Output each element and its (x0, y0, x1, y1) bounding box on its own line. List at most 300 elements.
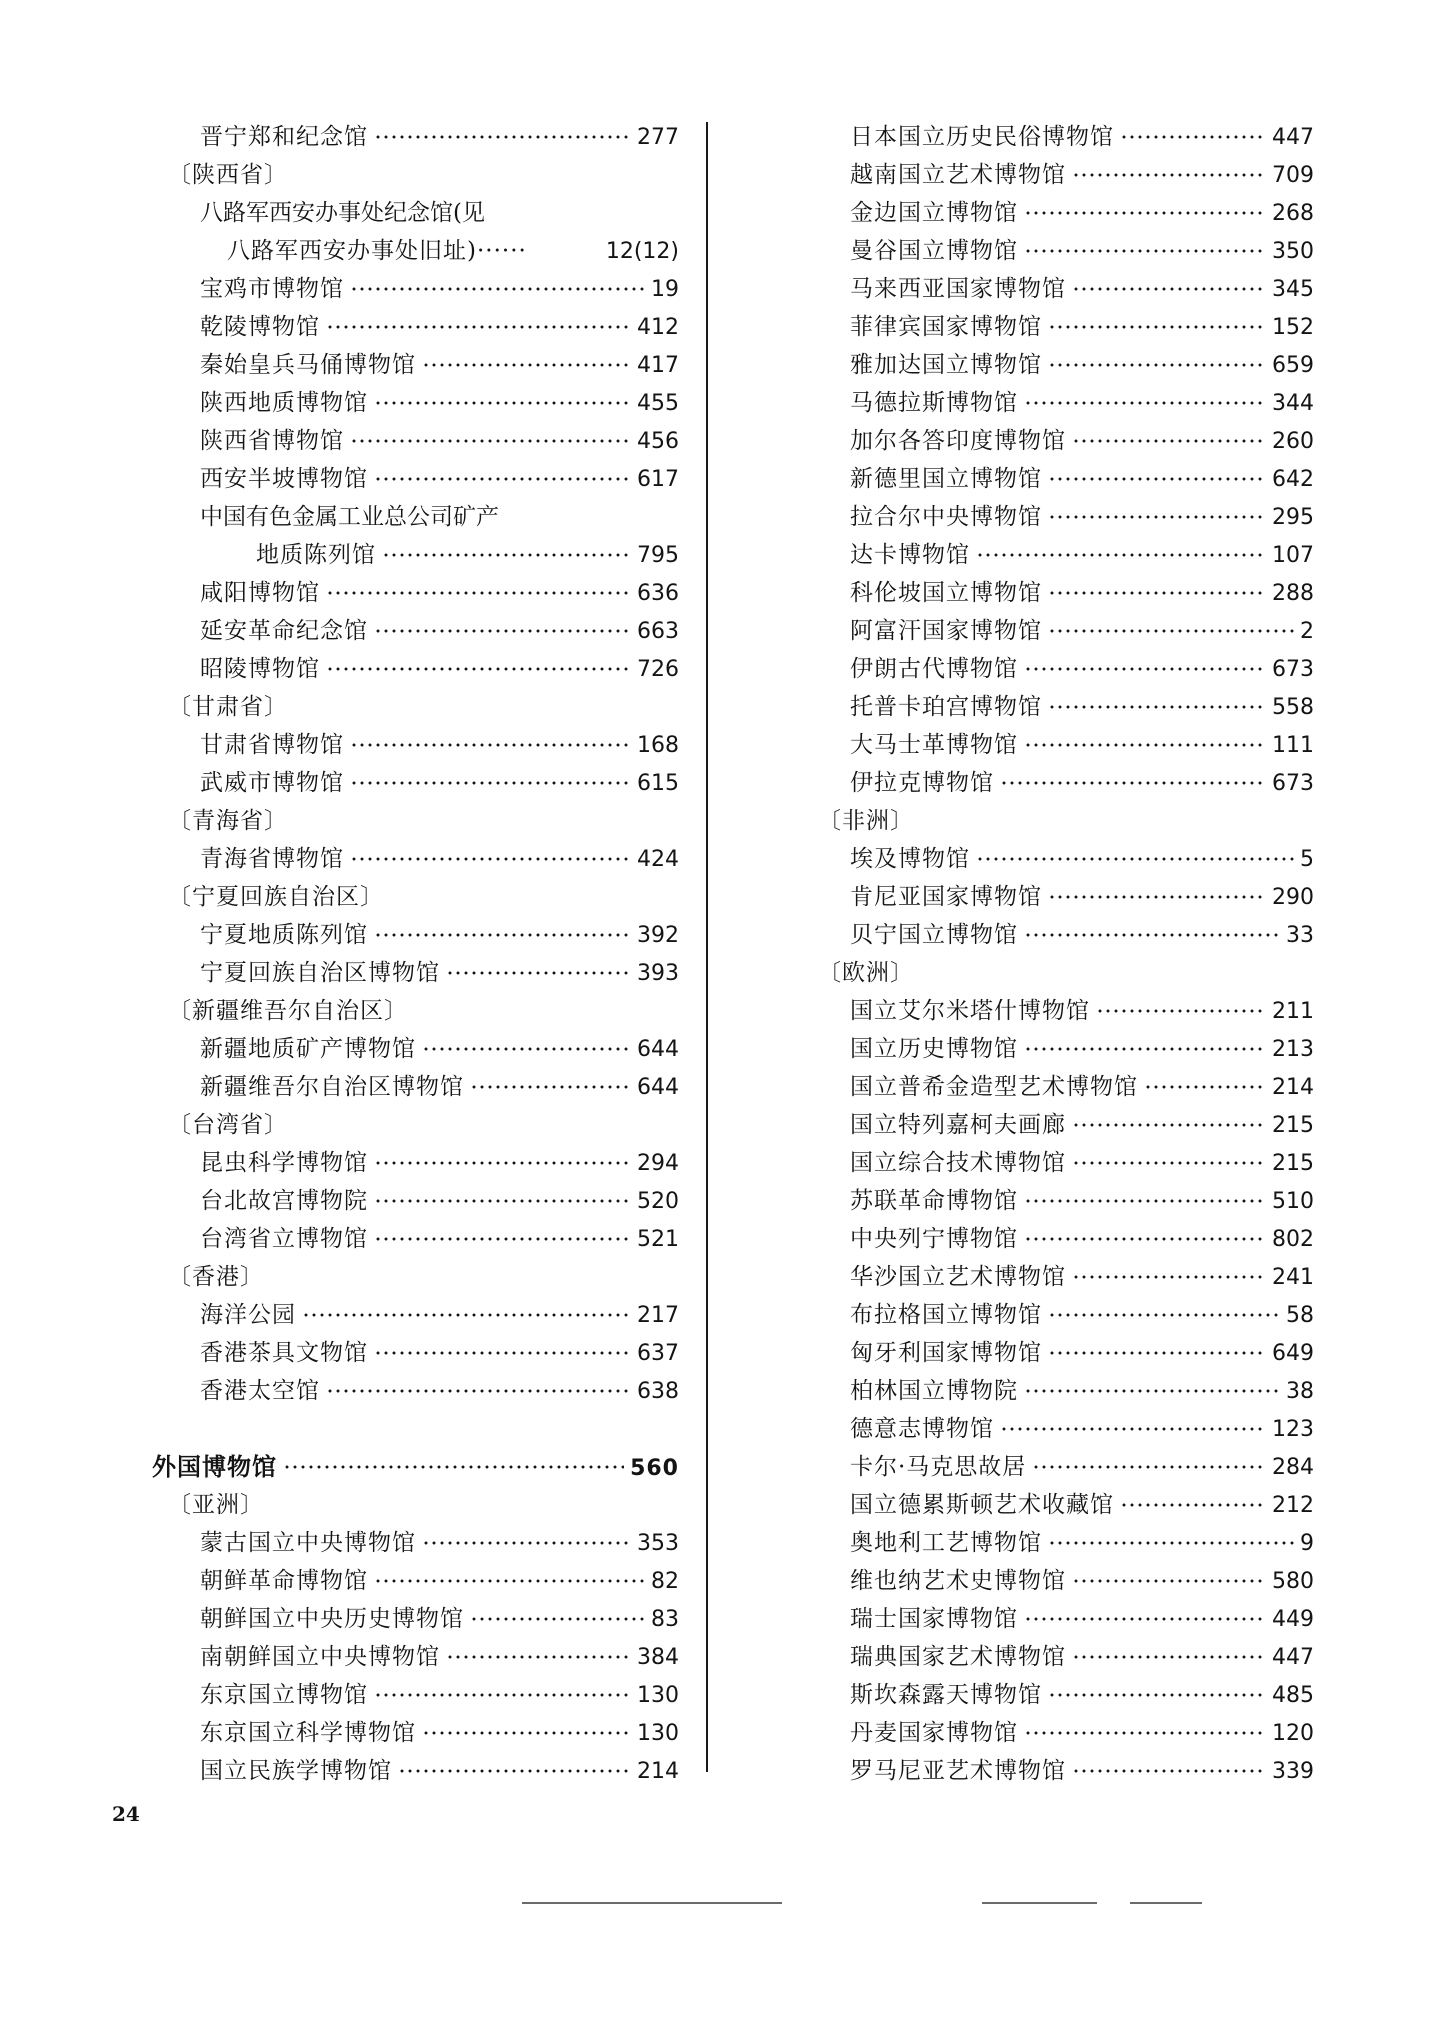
entry-name: 越南国立艺术博物馆 (850, 162, 1066, 188)
entry-page-number: 290 (1272, 885, 1314, 910)
region-heading: 〔台湾省〕 (168, 1112, 288, 1138)
dot-leader (374, 475, 631, 483)
index-entry (802, 726, 1314, 764)
dot-leader (398, 1767, 631, 1775)
entry-name: 宝鸡市博物馆 (200, 276, 344, 302)
index-entry (802, 1182, 1314, 1220)
entry-page-number: 636 (637, 581, 679, 606)
entry-name: 武威市博物馆 (200, 770, 344, 796)
index-entry (152, 1562, 679, 1600)
index-entry (152, 1144, 679, 1182)
dot-leader (1024, 1387, 1280, 1395)
entry-page-number: 130 (637, 1721, 679, 1746)
dot-leader (1072, 1121, 1266, 1129)
dot-leader (1024, 399, 1266, 407)
entry-page-number: 12(12) (605, 239, 679, 264)
dot-leader (1048, 627, 1294, 635)
entry-page-number: 9 (1300, 1531, 1314, 1556)
scan-artifact-line (982, 1902, 1097, 1904)
dot-leader (350, 855, 631, 863)
entry-name: 国立民族学博物馆 (200, 1758, 392, 1784)
dot-leader (1024, 741, 1266, 749)
region-heading: 〔欧洲〕 (818, 960, 914, 986)
entry-name: 日本国立历史民俗博物馆 (850, 124, 1114, 150)
dot-leader (1024, 931, 1280, 939)
dot-leader (374, 1691, 631, 1699)
entry-name: 青海省博物馆 (200, 846, 344, 872)
index-entry (152, 650, 679, 688)
dot-leader (976, 855, 1294, 863)
entry-page-number: 82 (651, 1569, 679, 1594)
entry-page-number: 33 (1286, 923, 1314, 948)
index-entry (802, 650, 1314, 688)
index-entry (802, 764, 1314, 802)
index-entry (802, 1220, 1314, 1258)
entry-name: 香港茶具文物馆 (200, 1340, 368, 1366)
region-heading: 〔青海省〕 (168, 808, 288, 834)
entry-page-number: 168 (637, 733, 679, 758)
dot-leader (1000, 1425, 1266, 1433)
index-entry (152, 536, 679, 574)
entry-page-number: 520 (637, 1189, 679, 1214)
entry-name: 晋宁郑和纪念馆 (200, 124, 368, 150)
dot-leader (382, 551, 631, 559)
entry-page-number: 521 (637, 1227, 679, 1252)
index-entry (802, 688, 1314, 726)
dot-leader (1072, 285, 1266, 293)
entry-name: 朝鲜国立中央历史博物馆 (200, 1606, 464, 1632)
dot-leader (1120, 133, 1266, 141)
index-entry (152, 574, 679, 612)
entry-name: 宁夏回族自治区博物馆 (200, 960, 440, 986)
index-entry (802, 1372, 1314, 1410)
dot-leader (374, 1577, 645, 1585)
index-entry (802, 156, 1314, 194)
entry-page-number: 638 (637, 1379, 679, 1404)
index-entry (152, 1752, 679, 1790)
entry-page-number: 412 (637, 315, 679, 340)
index-entry (802, 1030, 1314, 1068)
entry-name: 国立历史博物馆 (850, 1036, 1018, 1062)
entry-name: 加尔各答印度博物馆 (850, 428, 1066, 454)
entry-name: 贝宁国立博物馆 (850, 922, 1018, 948)
dot-leader (446, 969, 631, 977)
dot-leader (1048, 1311, 1280, 1319)
entry-name: 大马士革博物馆 (850, 732, 1018, 758)
entry-name: 达卡博物馆 (850, 542, 970, 568)
index-entry (152, 460, 679, 498)
dot-leader (1024, 1235, 1266, 1243)
entry-page-number: 344 (1272, 391, 1314, 416)
entry-name: 昆虫科学博物馆 (200, 1150, 368, 1176)
dot-leader (1024, 1729, 1266, 1737)
entry-name: 托普卡珀宫博物馆 (850, 694, 1042, 720)
entry-page-number: 130 (637, 1683, 679, 1708)
entry-name: 蒙古国立中央博物馆 (200, 1530, 416, 1556)
index-entry (802, 1410, 1314, 1448)
index-entry (802, 1296, 1314, 1334)
index-entry (802, 1334, 1314, 1372)
entry-page-number: 294 (637, 1151, 679, 1176)
entry-name: 乾陵博物馆 (200, 314, 320, 340)
dot-leader (1072, 1767, 1266, 1775)
entry-name: 德意志博物馆 (850, 1416, 994, 1442)
dot-leader (1072, 1159, 1266, 1167)
entry-page-number: 277 (637, 125, 679, 150)
region-heading: 〔甘肃省〕 (168, 694, 288, 720)
index-entry (152, 840, 679, 878)
dot-leader (1048, 703, 1266, 711)
region-heading: 〔亚洲〕 (168, 1492, 264, 1518)
entry-name: 西安半坡博物馆 (200, 466, 368, 492)
entry-page-number: 2 (1300, 619, 1314, 644)
entry-page-number: 709 (1272, 163, 1314, 188)
scan-artifact-line (522, 1902, 782, 1904)
index-entry (152, 1220, 679, 1258)
entry-page-number: 215 (1272, 1151, 1314, 1176)
index-entry (802, 1068, 1314, 1106)
dot-leader (1024, 209, 1266, 217)
entry-page-number: 649 (1272, 1341, 1314, 1366)
index-entry (152, 1334, 679, 1372)
entry-page-number: 663 (637, 619, 679, 644)
entry-page-number: 392 (637, 923, 679, 948)
entry-page-number: 284 (1272, 1455, 1314, 1480)
index-entry (802, 1676, 1314, 1714)
dot-leader (1072, 1653, 1266, 1661)
index-entry (152, 612, 679, 650)
index-entry (802, 1714, 1314, 1752)
index-entry (152, 1638, 679, 1676)
dot-leader (374, 1349, 631, 1357)
index-entry (802, 498, 1314, 536)
entry-name: 国立普希金造型艺术博物馆 (850, 1074, 1138, 1100)
dot-leader (302, 1311, 631, 1319)
entry-page-number: 107 (1272, 543, 1314, 568)
entry-name: 陕西省博物馆 (200, 428, 344, 454)
dot-leader (470, 1615, 645, 1623)
entry-name: 外国博物馆 (152, 1452, 277, 1481)
index-entry-text: 八路军西安办事处纪念馆(见 (200, 200, 485, 226)
entry-page-number: 212 (1272, 1493, 1314, 1518)
entry-page-number: 449 (1272, 1607, 1314, 1632)
entry-name: 马德拉斯博物馆 (850, 390, 1018, 416)
index-entry (152, 1524, 679, 1562)
entry-page-number: 58 (1286, 1303, 1314, 1328)
entry-name: 咸阳博物馆 (200, 580, 320, 606)
dot-leader (1048, 1691, 1266, 1699)
entry-name: 斯坎森露天博物馆 (850, 1682, 1042, 1708)
dot-leader (1120, 1501, 1266, 1509)
entry-page-number: 38 (1286, 1379, 1314, 1404)
entry-name: 雅加达国立博物馆 (850, 352, 1042, 378)
entry-name: 华沙国立艺术博物馆 (850, 1264, 1066, 1290)
entry-name: 金边国立博物馆 (850, 200, 1018, 226)
index-entry (802, 1600, 1314, 1638)
entry-name: 国立艾尔米塔什博物馆 (850, 998, 1090, 1024)
dot-leader (326, 589, 631, 597)
entry-page-number: 339 (1272, 1759, 1314, 1784)
index-entry (802, 840, 1314, 878)
region-heading: 〔香港〕 (168, 1264, 264, 1290)
index-entry (802, 1144, 1314, 1182)
index-entry (152, 1296, 679, 1334)
index-entry (152, 1372, 679, 1410)
entry-page-number: 213 (1272, 1037, 1314, 1062)
dot-leader (1024, 1045, 1266, 1053)
entry-page-number: 120 (1272, 1721, 1314, 1746)
dot-leader (533, 247, 600, 255)
entry-page-number: 350 (1272, 239, 1314, 264)
index-entry (152, 1600, 679, 1638)
entry-name: 东京国立科学博物馆 (200, 1720, 416, 1746)
index-entry (152, 232, 679, 270)
index-entry (802, 308, 1314, 346)
entry-page-number: 447 (1272, 125, 1314, 150)
dot-leader (350, 779, 631, 787)
entry-page-number: 560 (630, 1456, 679, 1481)
entry-page-number: 384 (637, 1645, 679, 1670)
scan-artifact-line (1130, 1902, 1202, 1904)
entry-name: 埃及博物馆 (850, 846, 970, 872)
index-entry (152, 384, 679, 422)
index-entry (802, 1106, 1314, 1144)
index-column-right (802, 118, 1314, 1790)
dot-leader (1000, 779, 1266, 787)
entry-page-number: 214 (1272, 1075, 1314, 1100)
entry-page-number: 673 (1272, 771, 1314, 796)
index-column-left (152, 118, 679, 1790)
index-entry (802, 1524, 1314, 1562)
entry-name: 罗马尼亚艺术博物馆 (850, 1758, 1066, 1784)
index-entry (802, 270, 1314, 308)
dot-leader (1024, 665, 1266, 673)
entry-page-number: 211 (1272, 999, 1314, 1024)
entry-page-number: 485 (1272, 1683, 1314, 1708)
dot-leader (422, 1539, 631, 1547)
entry-name: 匈牙利国家博物馆 (850, 1340, 1042, 1366)
entry-page-number: 417 (637, 353, 679, 378)
dot-leader (326, 665, 631, 673)
entry-name: 海洋公园 (200, 1302, 296, 1328)
entry-name: 秦始皇兵马俑博物馆 (200, 352, 416, 378)
entry-page-number: 123 (1272, 1417, 1314, 1442)
index-entry (152, 270, 679, 308)
entry-page-number: 345 (1272, 277, 1314, 302)
dot-leader (350, 285, 645, 293)
entry-name: 国立特列嘉柯夫画廊 (850, 1112, 1066, 1138)
dot-leader (1072, 171, 1266, 179)
entry-name: 东京国立博物馆 (200, 1682, 368, 1708)
entry-name: 甘肃省博物馆 (200, 732, 344, 758)
index-entry (152, 346, 679, 384)
index-entry (802, 1258, 1314, 1296)
entry-page-number: 295 (1272, 505, 1314, 530)
entry-page-number: 353 (637, 1531, 679, 1556)
entry-page-number: 215 (1272, 1113, 1314, 1138)
entry-name: 奥地利工艺博物馆 (850, 1530, 1042, 1556)
index-entry-text: 中国有色金属工业总公司矿产 (200, 504, 499, 530)
index-entry (802, 118, 1314, 156)
region-heading: 〔宁夏回族自治区〕 (168, 884, 384, 910)
entry-name: 阿富汗国家博物馆 (850, 618, 1042, 644)
entry-name: 曼谷国立博物馆 (850, 238, 1018, 264)
dot-leader (1032, 1463, 1266, 1471)
entry-page-number: 795 (637, 543, 679, 568)
index-entry (802, 460, 1314, 498)
dot-leader (1048, 589, 1266, 597)
entry-name: 中央列宁博物馆 (850, 1226, 1018, 1252)
entry-name: 伊拉克博物馆 (850, 770, 994, 796)
entry-page-number: 558 (1272, 695, 1314, 720)
dot-leader (1024, 1197, 1266, 1205)
dot-leader (1024, 1615, 1266, 1623)
dot-leader (374, 1159, 631, 1167)
index-entry (802, 422, 1314, 460)
entry-name: 瑞士国家博物馆 (850, 1606, 1018, 1632)
entry-name: 台湾省立博物馆 (200, 1226, 368, 1252)
dot-leader (1048, 323, 1266, 331)
entry-name: 科伦坡国立博物馆 (850, 580, 1042, 606)
entry-page-number: 424 (637, 847, 679, 872)
dot-leader (1024, 247, 1266, 255)
index-entry (802, 384, 1314, 422)
region-heading: 〔陕西省〕 (168, 162, 288, 188)
entry-page-number: 260 (1272, 429, 1314, 454)
index-entry (802, 1562, 1314, 1600)
entry-page-number: 726 (637, 657, 679, 682)
entry-page-number: 510 (1272, 1189, 1314, 1214)
dot-leader (422, 361, 631, 369)
blank-line (152, 1410, 679, 1448)
entry-name: 国立综合技术博物馆 (850, 1150, 1066, 1176)
dot-leader (374, 627, 631, 635)
region-heading: 〔非洲〕 (818, 808, 914, 834)
dot-leader (374, 399, 631, 407)
entry-name: 延安革命纪念馆 (200, 618, 368, 644)
dot-leader (470, 1083, 631, 1091)
dot-leader (1048, 361, 1266, 369)
dot-leader (374, 1235, 631, 1243)
entry-name: 南朝鲜国立中央博物馆 (200, 1644, 440, 1670)
entry-name: 瑞典国家艺术博物馆 (850, 1644, 1066, 1670)
index-entry (802, 612, 1314, 650)
section-heading-entry (152, 1448, 679, 1486)
entry-name: 菲律宾国家博物馆 (850, 314, 1042, 340)
index-entry (802, 916, 1314, 954)
column-divider (706, 122, 708, 1772)
index-entry (152, 1714, 679, 1752)
entry-name: 陕西地质博物馆 (200, 390, 368, 416)
entry-name: 朝鲜革命博物馆 (200, 1568, 368, 1594)
dot-leader (1048, 475, 1266, 483)
entry-name: 八路军西安办事处旧址)······ (227, 238, 527, 264)
entry-page-number: 5 (1300, 847, 1314, 872)
dot-leader (1048, 513, 1266, 521)
entry-page-number: 447 (1272, 1645, 1314, 1670)
entry-name: 柏林国立博物院 (850, 1378, 1018, 1404)
index-entry (802, 1448, 1314, 1486)
entry-name: 台北故宫博物院 (200, 1188, 368, 1214)
index-entry (152, 1068, 679, 1106)
entry-page-number: 644 (637, 1037, 679, 1062)
index-entry (802, 194, 1314, 232)
entry-page-number: 802 (1272, 1227, 1314, 1252)
entry-name: 昭陵博物馆 (200, 656, 320, 682)
dot-leader (446, 1653, 631, 1661)
index-entry (802, 992, 1314, 1030)
entry-name: 地质陈列馆 (256, 542, 376, 568)
dot-leader (422, 1729, 631, 1737)
index-entry (152, 1676, 679, 1714)
entry-page-number: 19 (651, 277, 679, 302)
region-heading: 〔新疆维吾尔自治区〕 (168, 998, 408, 1024)
entry-page-number: 617 (637, 467, 679, 492)
entry-page-number: 637 (637, 1341, 679, 1366)
entry-page-number: 111 (1272, 733, 1314, 758)
entry-page-number: 642 (1272, 467, 1314, 492)
entry-name: 拉合尔中央博物馆 (850, 504, 1042, 530)
index-entry (152, 954, 679, 992)
dot-leader (326, 1387, 631, 1395)
dot-leader (976, 551, 1266, 559)
dot-leader (350, 741, 631, 749)
index-entry (152, 916, 679, 954)
index-entry (802, 536, 1314, 574)
dot-leader (1072, 1273, 1266, 1281)
entry-page-number: 393 (637, 961, 679, 986)
index-entry (802, 878, 1314, 916)
entry-name: 布拉格国立博物馆 (850, 1302, 1042, 1328)
index-entry (802, 232, 1314, 270)
dot-leader (1048, 1349, 1266, 1357)
dot-leader (326, 323, 631, 331)
index-entry (152, 1030, 679, 1068)
index-entry (802, 574, 1314, 612)
entry-name: 卡尔·马克思故居 (850, 1454, 1027, 1480)
entry-page-number: 214 (637, 1759, 679, 1784)
entry-page-number: 673 (1272, 657, 1314, 682)
entry-page-number: 456 (637, 429, 679, 454)
entry-page-number: 615 (637, 771, 679, 796)
dot-leader (374, 1197, 631, 1205)
dot-leader (1144, 1083, 1266, 1091)
dot-leader (1072, 1577, 1266, 1585)
index-entry (152, 764, 679, 802)
index-entry (152, 726, 679, 764)
entry-name: 国立德累斯顿艺术收藏馆 (850, 1492, 1114, 1518)
index-entry (152, 308, 679, 346)
entry-page-number: 217 (637, 1303, 679, 1328)
dot-leader (422, 1045, 631, 1053)
dot-leader (350, 437, 631, 445)
entry-page-number: 152 (1272, 315, 1314, 340)
entry-name: 维也纳艺术史博物馆 (850, 1568, 1066, 1594)
entry-name: 马来西亚国家博物馆 (850, 276, 1066, 302)
entry-name: 丹麦国家博物馆 (850, 1720, 1018, 1746)
dot-leader (1096, 1007, 1266, 1015)
index-entry (152, 422, 679, 460)
dot-leader (1072, 437, 1266, 445)
index-entry (152, 118, 679, 156)
entry-name: 新疆维吾尔自治区博物馆 (200, 1074, 464, 1100)
index-entry (802, 1752, 1314, 1790)
entry-page-number: 288 (1272, 581, 1314, 606)
entry-name: 新德里国立博物馆 (850, 466, 1042, 492)
entry-name: 宁夏地质陈列馆 (200, 922, 368, 948)
page-number: 24 (112, 1802, 140, 1826)
entry-page-number: 455 (637, 391, 679, 416)
